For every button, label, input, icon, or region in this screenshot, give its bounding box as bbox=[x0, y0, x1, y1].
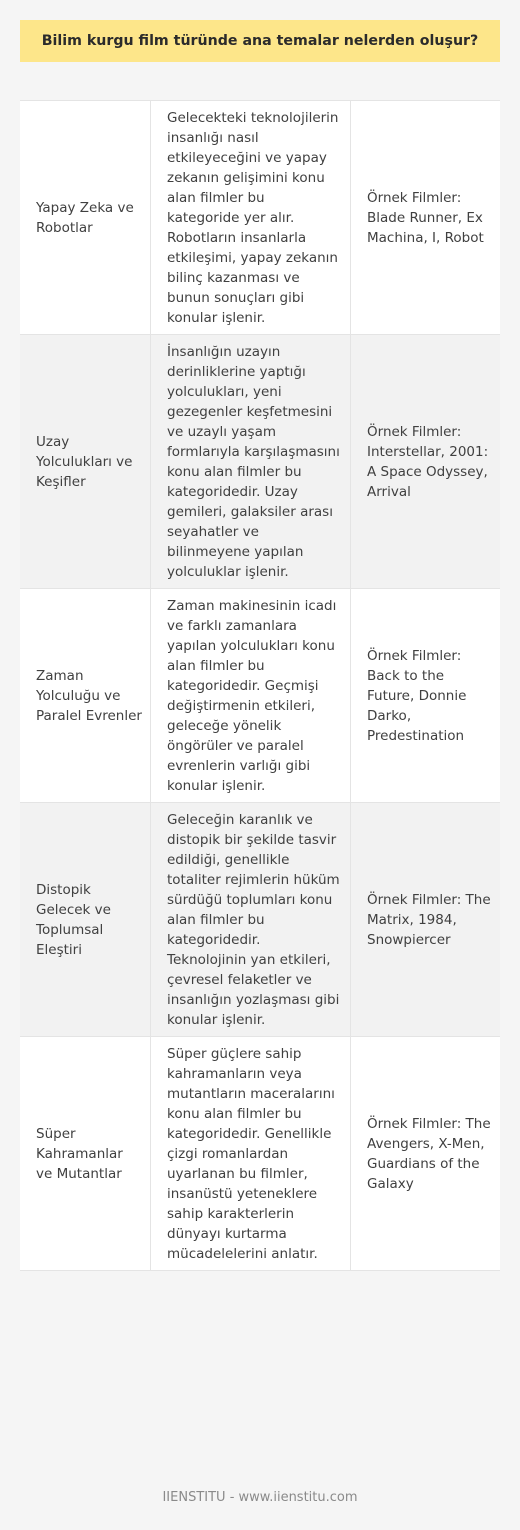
themes-table bbox=[20, 100, 500, 1271]
category-cell: Süper Kahramanlar ve Mutantlar bbox=[20, 1037, 151, 1270]
description-cell: Gelecekteki teknolojilerin insanlığı nasıl etkileyeceğini ve yapay zekanın gelişimini konu alan filmler bu kategoride yer alır. Robotların insanlarla etkileşimi, yapay zekanın bilinç kazanması ve bunun sonuçları gibi konular işlenir. bbox=[151, 101, 351, 334]
examples-cell: Örnek Filmler: Back to the Future, Donnie Darko, Predestination bbox=[367, 647, 467, 744]
table-row bbox=[20, 335, 500, 589]
table-row bbox=[20, 589, 500, 803]
category-cell: Yapay Zeka ve Robotlar bbox=[20, 101, 151, 334]
table-row bbox=[20, 1037, 500, 1271]
examples-cell: Örnek Filmler: The Avengers, X-Men, Guardians of the Galaxy bbox=[367, 1115, 491, 1192]
category-cell: Distopik Gelecek ve Toplumsal Eleştiri bbox=[20, 803, 151, 1036]
examples-cell: Örnek Filmler: Blade Runner, Ex Machina, I, Robot bbox=[367, 189, 484, 246]
table-row bbox=[20, 101, 500, 335]
page-title: Bilim kurgu film türünde ana temalar nelerden oluşur? bbox=[20, 20, 500, 62]
footer-text: IIENSTITU - www.iienstitu.com bbox=[162, 1490, 358, 1505]
description-cell: Zaman makinesinin icadı ve farklı zamanlara yapılan yolculukları konu alan filmler bu kategoridedir. Geçmişi değiştirmenin etkileri, geleceğe yönelik öngörüler ve paralel evrenlerin varlığı gibi konular işlenir. bbox=[151, 589, 351, 802]
examples-cell: Örnek Filmler: Interstellar, 2001: A Space Odyssey, Arrival bbox=[367, 423, 489, 500]
description-cell: İnsanlığın uzayın derinliklerine yaptığı yolculukları, yeni gezegenler keşfetmesini ve uzaylı yaşam formlarıyla karşılaşmasını konu alan filmler bu kategoridedir. Uzay gemileri, galaksiler arası seyahatler ve bilinmeyene yapılan yolculuklar işlenir. bbox=[151, 335, 351, 588]
description-cell: Geleceğin karanlık ve distopik bir şekilde tasvir edildiği, genellikle totaliter rejimlerin hüküm sürdüğü toplumları konu alan filmler bu kategoridedir. Teknolojinin yan etkileri, çevresel felaketler ve insanlığın yozlaşması gibi konular işlenir. bbox=[151, 803, 351, 1036]
examples-cell: Örnek Filmler: The Matrix, 1984, Snowpiercer bbox=[367, 891, 491, 948]
table-row bbox=[20, 803, 500, 1037]
description-cell: Süper güçlere sahip kahramanların veya mutantların maceralarını konu alan filmler bu kategoridedir. Genellikle çizgi romanlardan uyarlanan bu filmler, insanüstü yeteneklere sahip karakterlerin dünyayı kurtarma mücadelelerini anlatır. bbox=[151, 1037, 351, 1270]
category-cell: Zaman Yolculuğu ve Paralel Evrenler bbox=[20, 589, 151, 802]
category-cell: Uzay Yolculukları ve Keşifler bbox=[20, 335, 151, 588]
